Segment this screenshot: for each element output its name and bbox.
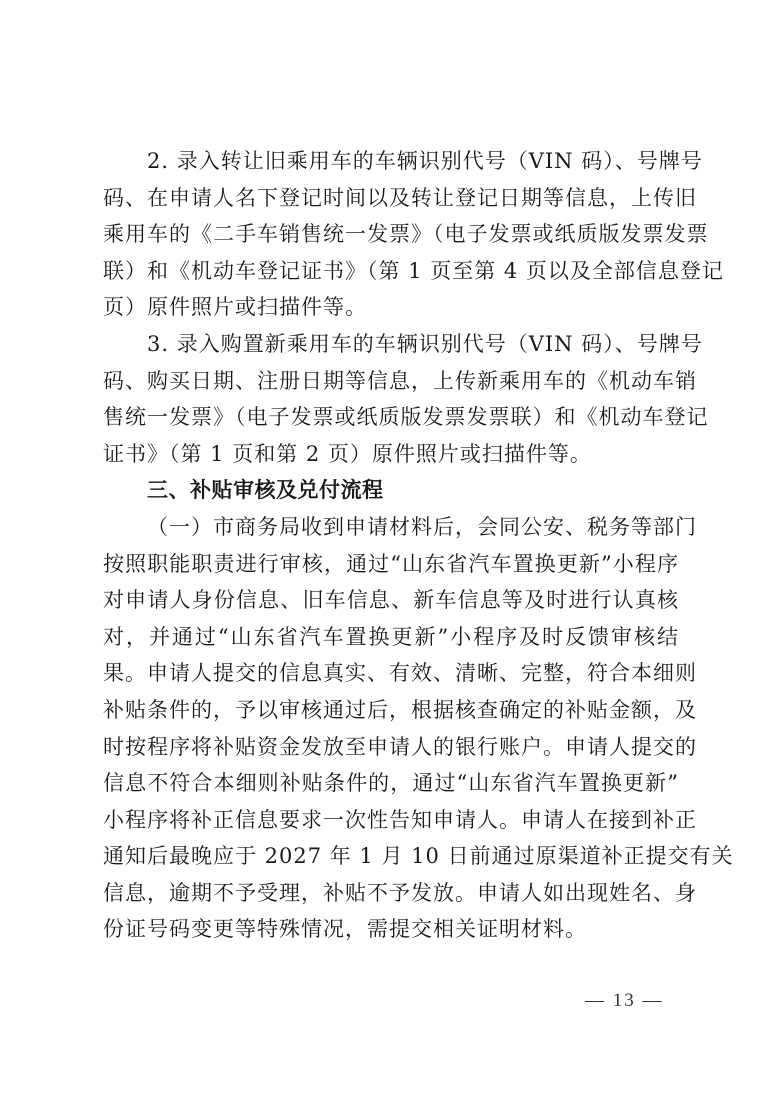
text-line: 时按程序将补贴资金发放至申请人的银行账户。申请人提交的 <box>103 734 697 759</box>
text-line: 信息，逾期不予受理，补贴不予发放。申请人如出现姓名、身 <box>103 880 697 905</box>
text-line: 份证号码变更等特殊情况，需提交相关证明材料。 <box>103 917 587 942</box>
text-line: 通知后最晚应于 2027 年 1 月 10 日前通过原渠道补正提交有关 <box>103 844 734 869</box>
text-line: 补贴条件的，予以审核通过后，根据核查确定的补贴金额，及 <box>103 697 697 722</box>
text-line: 联）和《机动车登记证书》（第 1 页至第 4 页以及全部信息登记 <box>103 258 724 283</box>
paragraph-item-3 <box>103 326 709 472</box>
text-line: 信息不符合本细则补贴条件的，通过“山东省汽车置换更新” <box>103 771 679 796</box>
section-heading: 三、补贴审核及兑付流程 <box>147 478 384 503</box>
text-line: 果。申请人提交的信息真实、有效、清晰、完整，符合本细则 <box>103 661 697 686</box>
text-line: 对申请人身份信息、旧车信息、新车信息等及时进行认真核 <box>103 588 679 613</box>
text-line: （一）市商务局收到申请材料后，会同公安、税务等部门 <box>147 514 697 539</box>
text-line: 3. 录入购置新乘用车的车辆识别代号（VIN 码）、号牌号 <box>147 331 703 356</box>
text-line: 小程序将补正信息要求一次性告知申请人。申请人在接到补正 <box>103 807 697 832</box>
document-page <box>103 143 734 948</box>
text-line: 证书》（第 1 页和第 2 页）原件照片或扫描件等。 <box>103 441 592 466</box>
text-line: 页）原件照片或扫描件等。 <box>103 295 367 320</box>
text-line: 对，并通过“山东省汽车置换更新”小程序及时反馈审核结 <box>103 624 679 649</box>
text-line: 码、在申请人名下登记时间以及转让登记日期等信息，上传旧 <box>103 185 697 210</box>
text-line: 售统一发票》（电子发票或纸质版发票发票联）和《机动车登记 <box>103 405 709 430</box>
paragraph-item-2 <box>103 143 724 326</box>
text-line: 乘用车的《二手车销售统一发票》（电子发票或纸质版发票发票 <box>103 222 709 247</box>
page-number: — 13 — <box>585 990 664 1011</box>
text-line: 2. 录入转让旧乘用车的车辆识别代号（VIN 码）、号牌号 <box>147 149 703 173</box>
text-line: 码、购买日期、注册日期等信息，上传新乘用车的《机动车销 <box>103 368 697 393</box>
paragraph-section-3-1 <box>103 509 734 948</box>
text-line: 按照职能职责进行审核，通过“山东省汽车置换更新”小程序 <box>103 551 679 576</box>
